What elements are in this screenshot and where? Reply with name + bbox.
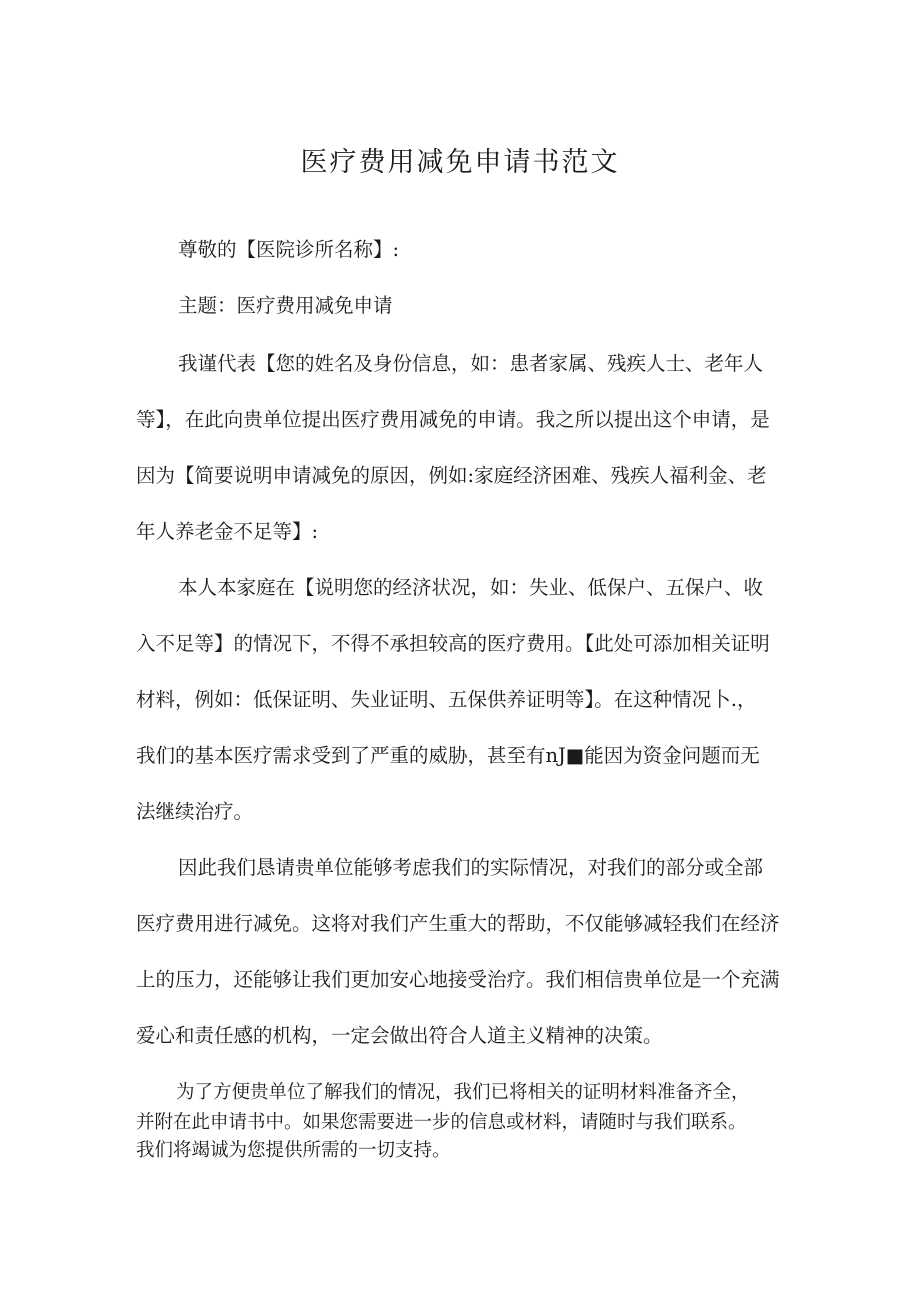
paragraph2-line5: 法继续治疗。: [136, 800, 254, 823]
paragraph1-line4: 年人养老金不足等】:: [136, 520, 319, 543]
paragraph1-line2: 等】，在此向贵单位提出医疗费用减免的申请。我之所以提出这个申请，是: [136, 408, 770, 431]
paragraph2-line4: 我们的基本医疗需求受到了严重的威胁，甚至有nJ■能因为资金问题而无: [136, 744, 760, 767]
paragraph1-line1: 我谨代表【您的姓名及身份信息，如：患者家属、残疾人士、老年人: [178, 352, 764, 375]
paragraph3-line3: 上的压力，还能够让我们更加安心地接受治疗。我们相信贵单位是一个充满: [136, 968, 780, 991]
paragraph3-line4: 爱心和责任感的机构，一定会做出符合人道主义精神的决策。: [136, 1024, 663, 1047]
paragraph2-line2: 入不足等】的情况下，不得不承担较高的医疗费用。【此处可添加相关证明: [136, 632, 770, 655]
salutation: 尊敬的【医院诊所名称】:: [178, 238, 400, 261]
paragraph4-line2: 并附在此申请书中。如果您需要进一步的信息或材料，请随时与我们联系。: [136, 1112, 747, 1133]
paragraph1-line3: 因为【简要说明申请减免的原因，例如:家庭经济困难、残疾人福利金、老: [136, 464, 767, 487]
paragraph4-line1: 为了方便贵单位了解我们的情况，我们已将相关的证明材料准备齐全，: [176, 1082, 750, 1103]
paragraph2-line3: 材料，例如：低保证明、失业证明、五保供养证明等】。在这种情况卜.，: [136, 688, 757, 711]
paragraph4-line3: 我们将竭诚为您提供所需的一切支持。: [136, 1140, 451, 1161]
document-title: 医疗费用减免申请书范文: [300, 147, 620, 178]
paragraph3-line2: 医疗费用进行减免。这将对我们产生重大的帮助，不仅能够减轻我们在经济: [136, 912, 780, 935]
paragraph3-line1: 因此我们恳请贵单位能够考虑我们的实际情况，对我们的部分或全部: [178, 856, 764, 879]
paragraph2-line1: 本人本家庭在【说明您的经济状况，如：失业、低保户、五保户、收: [178, 576, 764, 599]
subject-line: 主题：医疗费用减免申请: [178, 294, 393, 317]
